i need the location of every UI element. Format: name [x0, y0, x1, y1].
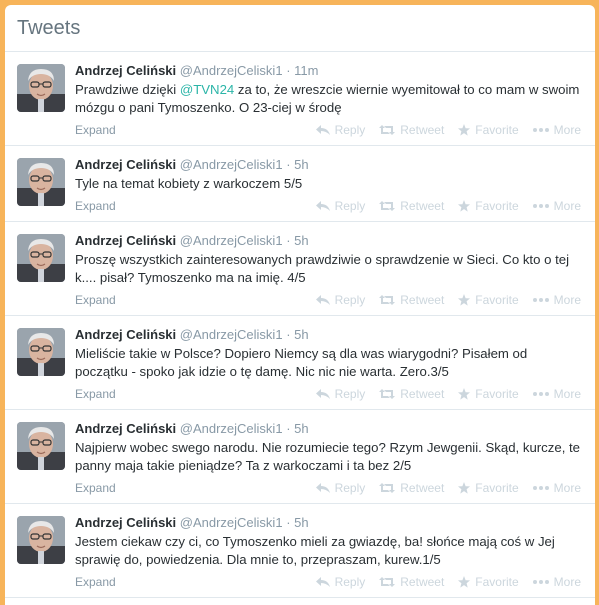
retweet-button[interactable]	[379, 575, 444, 589]
retweet-icon	[379, 577, 395, 587]
expand-link[interactable]: Expand	[75, 575, 116, 589]
author-handle[interactable]: @AndrzejCeliski1	[179, 157, 283, 172]
reply-button[interactable]	[316, 293, 366, 307]
more-label: More	[553, 293, 581, 307]
mention-link[interactable]: @TVN24	[179, 82, 235, 97]
more-button[interactable]	[533, 199, 581, 213]
retweet-label: Retweet	[400, 481, 445, 495]
retweet-label: Retweet	[400, 575, 445, 589]
tweet-actions	[302, 575, 581, 589]
reply-icon	[316, 389, 330, 399]
reply-icon	[316, 295, 330, 305]
retweet-button[interactable]	[379, 387, 444, 401]
retweet-label: Retweet	[400, 123, 445, 137]
retweet-label: Retweet	[400, 199, 445, 213]
more-button[interactable]	[533, 293, 581, 307]
more-dots-icon	[533, 486, 549, 490]
favorite-label: Favorite	[475, 293, 519, 307]
reply-button[interactable]	[316, 575, 366, 589]
favorite-label: Favorite	[475, 199, 519, 213]
reply-icon	[316, 577, 330, 587]
panel-title: Tweets	[17, 17, 81, 39]
expand-link[interactable]: Expand	[75, 387, 116, 401]
reply-label: Reply	[334, 123, 366, 137]
favorite-label: Favorite	[475, 575, 519, 589]
reply-label: Reply	[334, 575, 366, 589]
more-dots-icon	[533, 580, 549, 584]
star-icon	[458, 200, 470, 212]
retweet-label: Retweet	[400, 293, 445, 307]
expand-link[interactable]: Expand	[75, 481, 116, 495]
reply-button[interactable]	[316, 481, 366, 495]
retweet-icon	[379, 295, 395, 305]
expand-link[interactable]: Expand	[75, 293, 116, 307]
tweet-actions	[302, 123, 581, 137]
retweet-icon	[379, 201, 395, 211]
panel-header	[5, 5, 595, 52]
more-dots-icon	[533, 392, 549, 396]
tweet-actions	[302, 293, 581, 307]
tweet-time[interactable]: · 5h	[286, 421, 309, 436]
tweet[interactable]	[5, 504, 595, 598]
avatar[interactable]	[17, 422, 65, 470]
reply-label: Reply	[334, 199, 366, 213]
tweet[interactable]	[5, 316, 595, 410]
star-icon	[458, 482, 470, 494]
avatar[interactable]	[17, 328, 65, 376]
tweet-text-part: Prawdziwe dzięki	[75, 82, 180, 97]
expand-link[interactable]: Expand	[75, 199, 116, 213]
star-icon	[458, 124, 470, 136]
tweet-text	[75, 81, 581, 117]
retweet-button[interactable]	[379, 481, 444, 495]
more-label: More	[553, 199, 581, 213]
favorite-button[interactable]	[458, 481, 518, 495]
tweet-actions	[302, 387, 581, 401]
tweet-time[interactable]: · 5h	[286, 515, 309, 530]
tweet-time[interactable]: · 5h	[286, 327, 309, 342]
more-button[interactable]	[533, 123, 581, 137]
author-handle[interactable]: @AndrzejCeliski1	[179, 421, 283, 436]
tweet-text: Mieliście takie w Polsce? Dopiero Niemcy są dla was wiarygodni? Pisałem od początku - spoko jak idzie o tę damę. Nic nic nie warta. Zero.3/5	[75, 346, 528, 379]
more-dots-icon	[533, 204, 549, 208]
tweet-text: Proszę wszystkich zainteresowanych prawdziwie o sprawdzenie w Sieci. Co kto o tej k.... pisał? Tymoszenko ma na imię. 4/5	[75, 252, 570, 285]
star-icon	[458, 388, 470, 400]
tweet-list	[5, 52, 595, 598]
author-name[interactable]: Andrzej Celiński	[75, 63, 177, 78]
more-label: More	[553, 575, 581, 589]
tweet[interactable]	[5, 146, 595, 222]
tweet-actions	[302, 481, 581, 495]
more-dots-icon	[533, 298, 549, 302]
reply-icon	[316, 201, 330, 211]
author-handle[interactable]: @AndrzejCeliski1	[179, 327, 283, 342]
favorite-button[interactable]	[458, 387, 518, 401]
reply-icon	[316, 125, 330, 135]
favorite-label: Favorite	[475, 481, 519, 495]
reply-label: Reply	[334, 481, 366, 495]
tweet-text: Jestem ciekaw czy ci, co Tymoszenko mieli za gwiazdę, ba! słońce mają coś w Jej sprawię do, powiedzenia. Dla mnie to, przepraszam, kurew.1/5	[75, 534, 555, 567]
retweet-label: Retweet	[400, 387, 445, 401]
tweet-time[interactable]: · 5h	[286, 157, 309, 172]
avatar[interactable]	[17, 234, 65, 282]
retweet-icon	[379, 125, 395, 135]
favorite-button[interactable]	[458, 575, 518, 589]
avatar[interactable]	[17, 158, 65, 206]
star-icon	[458, 576, 470, 588]
retweet-button[interactable]	[379, 293, 444, 307]
author-name[interactable]: Andrzej Celiński	[75, 421, 177, 436]
more-button[interactable]	[533, 387, 581, 401]
avatar[interactable]	[17, 64, 65, 112]
retweet-button[interactable]	[379, 123, 444, 137]
author-name[interactable]: Andrzej Celiński	[75, 327, 177, 342]
reply-icon	[316, 483, 330, 493]
more-button[interactable]	[533, 481, 581, 495]
reply-button[interactable]	[316, 387, 366, 401]
favorite-label: Favorite	[475, 123, 519, 137]
favorite-button[interactable]	[458, 123, 518, 137]
more-label: More	[553, 387, 581, 401]
expand-link[interactable]: Expand	[75, 123, 116, 137]
author-handle[interactable]: @AndrzejCeliski1	[179, 233, 283, 248]
author-name[interactable]: Andrzej Celiński	[75, 157, 177, 172]
star-icon	[458, 294, 470, 306]
retweet-icon	[379, 389, 395, 399]
retweet-icon	[379, 483, 395, 493]
retweet-button[interactable]	[379, 199, 444, 213]
avatar[interactable]	[17, 516, 65, 564]
reply-label: Reply	[334, 293, 366, 307]
more-dots-icon	[533, 128, 549, 132]
favorite-label: Favorite	[475, 387, 519, 401]
favorite-button[interactable]	[458, 293, 518, 307]
tweets-panel	[5, 5, 595, 605]
tweet[interactable]	[5, 52, 595, 146]
author-handle[interactable]: @AndrzejCeliski1	[179, 515, 283, 530]
author-name[interactable]: Andrzej Celiński	[75, 233, 177, 248]
more-button[interactable]	[533, 575, 581, 589]
more-label: More	[553, 481, 581, 495]
tweet-text: Tyle na temat kobiety z warkoczem 5/5	[75, 176, 303, 191]
tweet-time[interactable]: · 5h	[286, 233, 309, 248]
reply-button[interactable]	[316, 199, 366, 213]
more-label: More	[553, 123, 581, 137]
reply-label: Reply	[334, 387, 366, 401]
reply-button[interactable]	[316, 123, 366, 137]
tweet[interactable]	[5, 410, 595, 504]
author-name[interactable]: Andrzej Celiński	[75, 515, 177, 530]
tweet-actions	[302, 199, 581, 213]
tweet-text: Najpierw wobec swego narodu. Nie rozumiecie tego? Rzym Jewgenii. Skąd, kurcze, te panny maja takie pieniądze? Ta z warkoczami i ta bez 2/5	[75, 440, 581, 473]
tweet[interactable]	[5, 222, 595, 316]
tweet-time[interactable]: · 11m	[286, 63, 319, 78]
author-handle[interactable]: @AndrzejCeliski1	[179, 63, 283, 78]
tweet-text-part: za to, że wreszcie wiernie wyemitował to co mam w swoim mózgu o pani Tymoszenko. O 23-ciej w środę	[75, 82, 580, 115]
favorite-button[interactable]	[458, 199, 518, 213]
